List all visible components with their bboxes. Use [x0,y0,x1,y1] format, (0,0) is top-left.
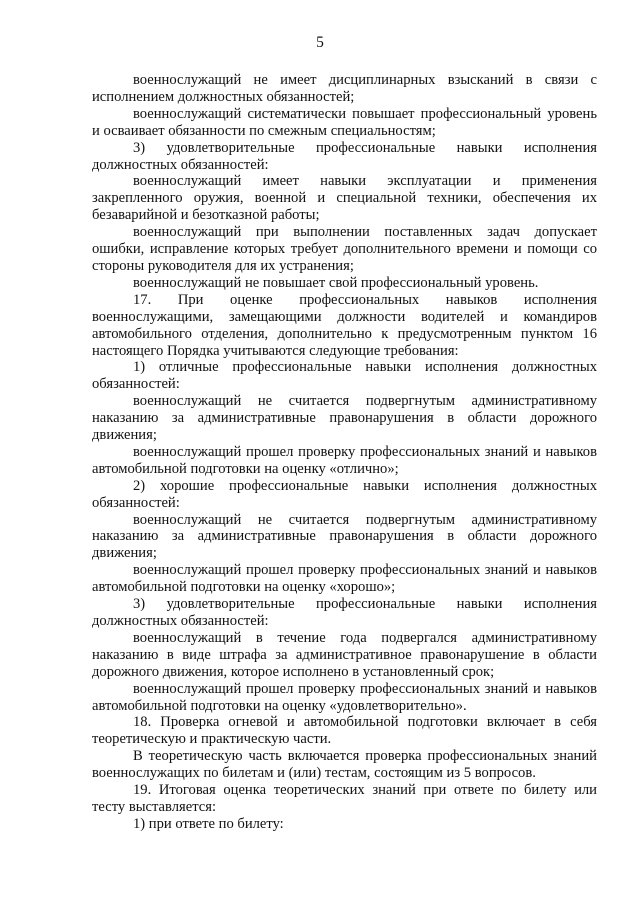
paragraph: военнослужащий прошел проверку профессиональных знаний и навыков автомобильной подготовки на оценку «удовлетворительно». [92,680,597,714]
paragraph: 18. Проверка огневой и автомобильной подготовки включает в себя теоретическую и практическую части. [92,714,597,748]
paragraph: 3) удовлетворительные профессиональные навыки исполнения должностных обязанностей: [92,139,597,173]
paragraph: военнослужащий прошел проверку профессиональных знаний и навыков автомобильной подготовки на оценку «отлично»; [92,443,597,477]
paragraph: 19. Итоговая оценка теоретических знаний при ответе по билету или тесту выставляется: [92,782,597,815]
paragraph: 17. При оценке профессиональных навыков исполнения военнослужащими, замещающими должности водителей и командиров автомобильного отделения, дополнительно к предусмотренным пунктом 16 настоящего Порядка учитываются следующие требования: [92,291,597,359]
paragraph: военнослужащий в течение года подвергался административному наказанию в виде штрафа за административное правонарушение в области дорожного движения, которое исполнено в установленный срок; [92,629,597,680]
document-body [92,72,597,833]
paragraph: военнослужащий прошел проверку профессиональных знаний и навыков автомобильной подготовки на оценку «хорошо»; [92,562,597,596]
paragraph: 1) при ответе по билету: [133,815,284,832]
paragraph: В теоретическую часть включается проверка профессиональных знаний военнослужащих по билетам и (или) тестам, состоящим из 5 вопросов. [92,748,597,782]
paragraph: 2) хорошие профессиональные навыки исполнения должностных обязанностей: [92,477,597,511]
paragraph: 1) отличные профессиональные навыки исполнения должностных обязанностей: [92,359,597,393]
paragraph: военнослужащий имеет навыки эксплуатации и применения закрепленного оружия, военной и специальной техники, обеспечения их безаварийной и безотказной работы; [92,173,597,224]
paragraph: военнослужащий при выполнении поставленных задач допускает ошибки, исправление которых требует дополнительного времени и помощи со стороны руководителя для их устранения; [92,224,597,274]
paragraph: военнослужащий не повышает свой профессиональный уровень. [133,274,539,291]
paragraph: военнослужащий систематически повышает профессиональный уровень и осваивает обязанности по смежным специальностям; [92,105,597,139]
paragraph: военнослужащий не имеет дисциплинарных взысканий в связи с исполнением должностных обязанностей; [92,72,597,105]
paragraph: военнослужащий не считается подвергнутым административному наказанию за административные правонарушения в области дорожного движения; [92,393,597,444]
page-number: 5 [316,34,324,51]
paragraph: военнослужащий не считается подвергнутым административному наказанию за административные правонарушения в области дорожного движения; [92,511,597,562]
paragraph: 3) удовлетворительные профессиональные навыки исполнения должностных обязанностей: [92,596,597,629]
